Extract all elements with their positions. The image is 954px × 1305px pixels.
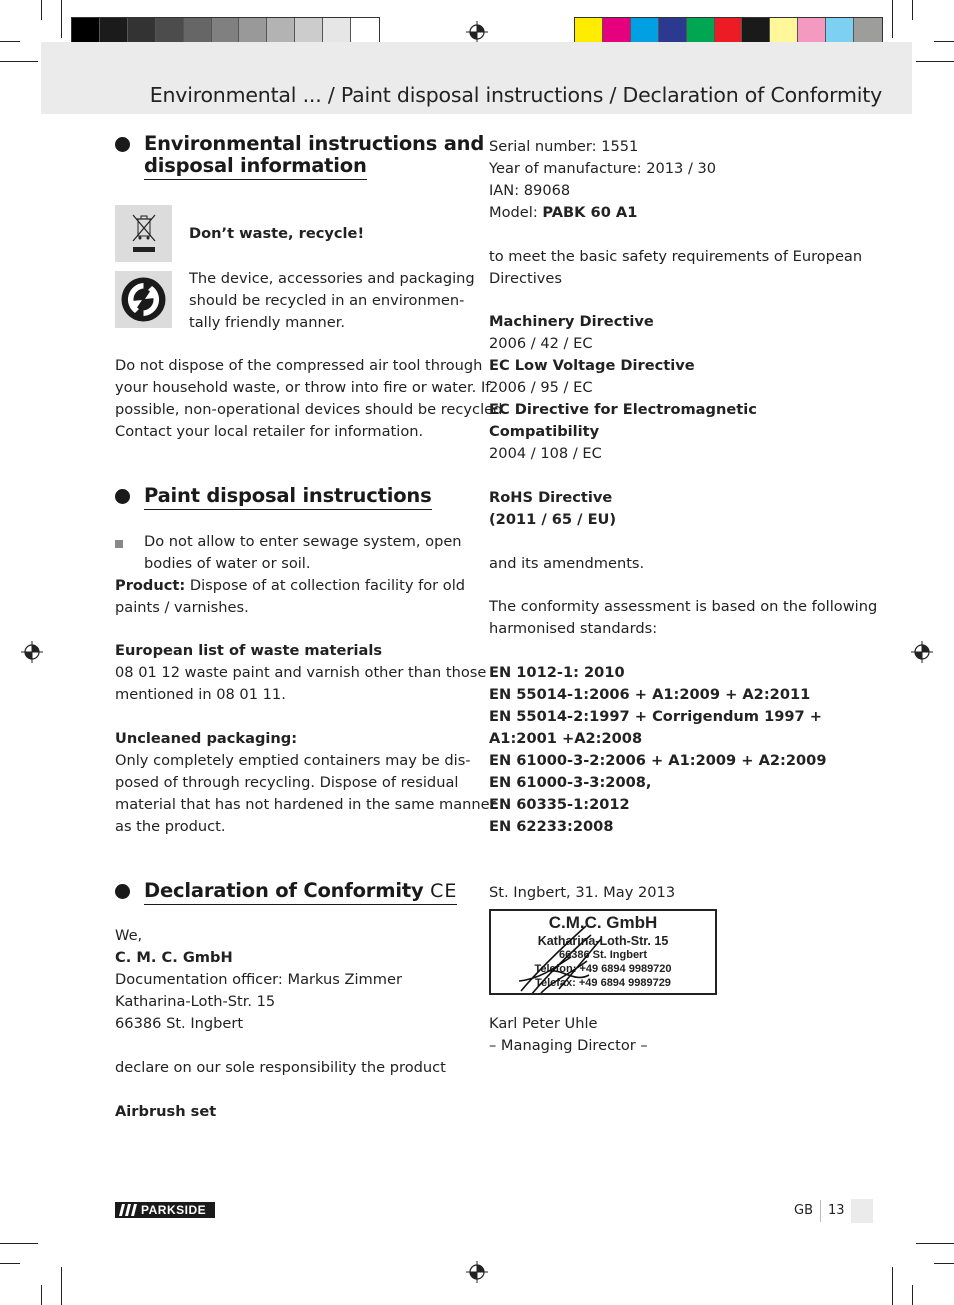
- standard-line: EN 60335-1:2012: [489, 796, 630, 813]
- standard-line: A1:2001 +A2:2008: [489, 730, 643, 747]
- directive-name: (2011 / 65 / EU): [489, 511, 617, 528]
- standard-line: EN 55014-2:1997 + Corrigendum 1997 +: [489, 708, 823, 725]
- signatory-role: – Managing Director –: [489, 1037, 648, 1054]
- paint-bullet-line: Do not allow to enter sewage system, open: [144, 533, 462, 550]
- paint-bullet-line: bodies of water or soil.: [144, 555, 311, 572]
- waste-list-line: 08 01 12 waste paint and varnish other than those: [115, 664, 487, 681]
- stamp-line: 66386 St. Ingbert: [558, 949, 648, 961]
- directive-name: EC Directive for Electromagnetic: [489, 401, 757, 418]
- registration-mark-icon: [466, 1261, 488, 1283]
- model-value: PABK 60 A1: [542, 204, 638, 221]
- recycle-text-line: should be recycled in an environmen-: [189, 292, 465, 309]
- crop-mark: [934, 41, 954, 42]
- doc-company: C. M. C. GmbH: [115, 949, 233, 966]
- page-tab: [851, 1199, 873, 1223]
- crop-mark: [916, 61, 954, 62]
- signatory-name: Karl Peter Uhle: [489, 1015, 598, 1032]
- env-body-line: Contact your local retailer for information.: [115, 423, 424, 440]
- green-dot-recycle-icon: [115, 271, 172, 328]
- brand-name: PARKSIDE: [141, 1203, 207, 1217]
- crop-mark: [41, 0, 42, 20]
- parkside-logo: [115, 1202, 215, 1218]
- crop-mark: [0, 61, 38, 62]
- recycle-text-line: The device, accessories and packaging: [189, 270, 475, 287]
- signature-icon: [491, 911, 717, 995]
- crop-mark: [912, 0, 913, 20]
- crop-mark: [892, 1267, 893, 1305]
- recycle-text-line: tally friendly manner.: [189, 314, 345, 331]
- footer-divider: [820, 1200, 821, 1222]
- env-body-line: possible, non-operational devices should be recycled.: [115, 401, 508, 418]
- paint-heading: Paint disposal instructions: [144, 485, 432, 510]
- serial-number: Serial number: 1551: [489, 138, 639, 155]
- doc-product: Airbrush set: [115, 1103, 217, 1120]
- waste-list-line: mentioned in 08 01 11.: [115, 686, 286, 703]
- list-bullet-icon: [115, 540, 123, 548]
- meet-line: to meet the basic safety requirements of European: [489, 248, 863, 265]
- product-text: Dispose of at collection facility for old: [185, 577, 466, 594]
- uncleaned-line: material that has not hardened in the same manner: [115, 796, 496, 813]
- year-of-manufacture: Year of manufacture: 2013 / 30: [489, 160, 717, 177]
- registration-mark-icon: [21, 641, 43, 663]
- ian-number: IAN: 89068: [489, 182, 571, 199]
- doc-heading: [144, 880, 457, 905]
- doc-officer: Documentation officer: Markus Zimmer: [115, 971, 402, 988]
- crop-mark: [916, 1243, 954, 1244]
- crop-mark: [892, 0, 893, 38]
- env-body-line: your household waste, or throw into fire or water. If: [115, 379, 491, 396]
- env-body-line: Do not dispose of the compressed air tool through: [115, 357, 483, 374]
- stamp-line: Telefax: +49 6894 9989729: [535, 977, 671, 989]
- directive-name: Compatibility: [489, 423, 600, 440]
- directive-code: 2004 / 108 / EC: [489, 445, 602, 462]
- stamp-line: C.M.C. GmbH: [548, 913, 658, 932]
- ce-mark: CE: [430, 880, 458, 902]
- company-stamp: [489, 909, 717, 995]
- crop-mark: [0, 41, 20, 42]
- standard-line: EN 61000-3-2:2006 + A1:2009 + A2:2009: [489, 752, 827, 769]
- place-date: St. Ingbert, 31. May 2013: [489, 884, 676, 901]
- crop-mark: [912, 1285, 913, 1305]
- logo-stripes-icon: [119, 1204, 137, 1216]
- product-line-2: paints / varnishes.: [115, 599, 249, 616]
- doc-street: Katharina-Loth-Str. 15: [115, 993, 276, 1010]
- registration-mark-icon: [466, 21, 488, 43]
- uncleaned-line: as the product.: [115, 818, 226, 835]
- directive-name: EC Low Voltage Directive: [489, 357, 695, 374]
- registration-mark-icon: [911, 641, 933, 663]
- page-header-title: Environmental ... / Paint disposal instructions / Declaration of Conformity: [149, 83, 882, 107]
- page-number: 13: [828, 1203, 845, 1218]
- directive-name: Machinery Directive: [489, 313, 654, 330]
- crop-mark: [41, 1285, 42, 1305]
- doc-we: We,: [115, 927, 143, 944]
- section-bullet-icon: [115, 137, 130, 152]
- product-label: Product:: [115, 577, 186, 594]
- waste-list-title: European list of waste materials: [115, 642, 383, 659]
- uncleaned-line: Only completely emptied containers may be dis-: [115, 752, 471, 769]
- assessment-line: The conformity assessment is based on the following: [489, 598, 878, 615]
- standard-line: EN 55014-1:2006 + A1:2009 + A2:2011: [489, 686, 811, 703]
- section-bullet-icon: [115, 489, 130, 504]
- meet-line: Directives: [489, 270, 562, 287]
- directive-code: 2006 / 42 / EC: [489, 335, 593, 352]
- env-heading-line1: Environmental instructions and: [144, 132, 485, 155]
- env-heading-line2: disposal information: [144, 155, 367, 180]
- crop-mark: [61, 1267, 62, 1305]
- amendments: and its amendments.: [489, 555, 645, 572]
- crossed-bin-icon: [115, 205, 172, 262]
- recycle-title: Don’t waste, recycle!: [189, 225, 365, 242]
- crop-mark: [61, 0, 62, 38]
- model-line: [489, 202, 637, 224]
- directive-code: 2006 / 95 / EC: [489, 379, 593, 396]
- doc-declare: declare on our sole responsibility the product: [115, 1059, 446, 1076]
- doc-city: 66386 St. Ingbert: [115, 1015, 244, 1032]
- stamp-line: Katharina-Loth-Str. 15: [537, 934, 669, 948]
- directive-name: RoHS Directive: [489, 489, 613, 506]
- uncleaned-line: posed of through recycling. Dispose of residual: [115, 774, 459, 791]
- standard-line: EN 61000-3-3:2008,: [489, 774, 652, 791]
- stamp-line: Telefon: +49 6894 9989720: [534, 963, 672, 975]
- standard-line: EN 1012-1: 2010: [489, 664, 625, 681]
- standard-line: EN 62233:2008: [489, 818, 614, 835]
- model-label: Model:: [489, 204, 543, 221]
- uncleaned-title: Uncleaned packaging:: [115, 730, 298, 747]
- crop-mark: [0, 1263, 20, 1264]
- doc-heading-text: Declaration of Conformity: [144, 879, 424, 902]
- crop-mark: [0, 1243, 38, 1244]
- crop-mark: [934, 1263, 954, 1264]
- section-bullet-icon: [115, 884, 130, 899]
- footer-lang: GB: [794, 1203, 813, 1218]
- product-line: [115, 575, 465, 597]
- assessment-line: harmonised standards:: [489, 620, 658, 637]
